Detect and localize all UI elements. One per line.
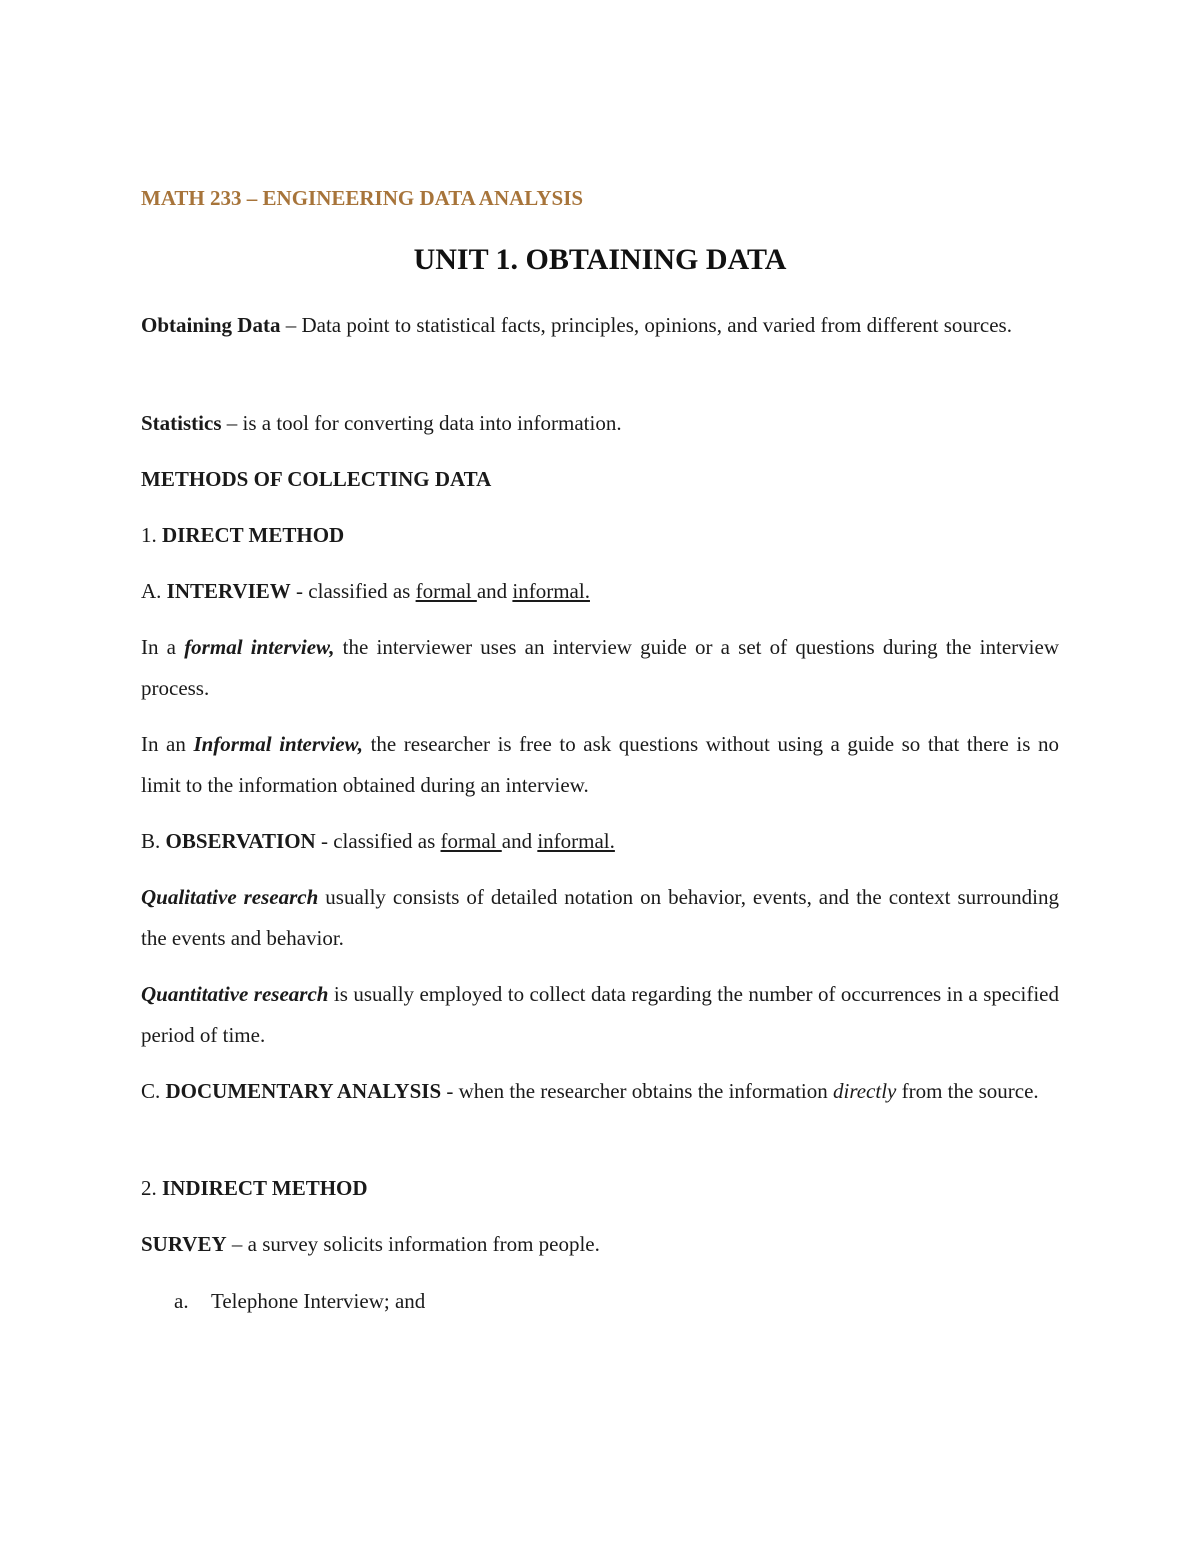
observation-formal: formal xyxy=(440,829,502,853)
interview-letter: A. xyxy=(141,579,167,603)
informal-interview-post: the researcher is free to ask questions without using a guide so that there is no limit to the information obtained during an interview. xyxy=(141,732,1059,797)
survey-list-item: Telephone Interview; and xyxy=(211,1289,426,1313)
qualitative-post: usually consists of detailed notation on behavior, events, and the context surrounding the events and behavior. xyxy=(141,885,1059,950)
interview-and: and xyxy=(476,579,513,603)
statistics-definition: – is a tool for converting data into information. xyxy=(221,411,622,435)
survey-paragraph xyxy=(141,1224,600,1265)
interview-label: INTERVIEW xyxy=(166,579,291,603)
direct-method-heading xyxy=(141,515,344,556)
informal-interview-term: Informal interview, xyxy=(193,732,363,756)
observation-letter: B. xyxy=(141,829,166,853)
formal-interview-pre: In a xyxy=(141,635,185,659)
direct-method-number: 1. xyxy=(141,523,162,547)
observation-heading xyxy=(141,821,615,862)
formal-interview-post: the interviewer uses an interview guide or a set of questions during the interview process. xyxy=(141,635,1059,700)
direct-method-label: DIRECT METHOD xyxy=(162,523,345,547)
obtaining-data-paragraph xyxy=(141,305,1059,346)
documentary-post: from the source. xyxy=(896,1079,1039,1103)
qualitative-paragraph xyxy=(141,877,1059,959)
unit-title: UNIT 1. OBTAINING DATA xyxy=(413,243,787,276)
observation-informal: informal. xyxy=(537,829,615,853)
documentary-label: DOCUMENTARY ANALYSIS xyxy=(165,1079,442,1103)
interview-informal: informal. xyxy=(512,579,590,603)
statistics-paragraph xyxy=(141,403,622,444)
qualitative-term: Qualitative research xyxy=(141,885,319,909)
obtaining-data-definition: – Data point to statistical facts, principles, opinions, and varied from different sources. xyxy=(280,313,1012,337)
survey-definition: – a survey solicits information from people. xyxy=(226,1232,600,1256)
formal-interview-paragraph xyxy=(141,627,1059,709)
informal-interview-pre: In an xyxy=(141,732,194,756)
interview-text: - classified as xyxy=(290,579,416,603)
indirect-method-heading xyxy=(141,1168,368,1209)
course-title: MATH 233 – ENGINEERING DATA ANALYSIS xyxy=(141,186,584,210)
quantitative-post: is usually employed to collect data regarding the number of occurrences in a specified period of time. xyxy=(141,982,1059,1047)
indirect-method-number: 2. xyxy=(141,1176,162,1200)
interview-heading xyxy=(141,571,590,612)
survey-list-marker: a. xyxy=(174,1289,189,1313)
observation-label: OBSERVATION xyxy=(165,829,316,853)
obtaining-data-term: Obtaining Data xyxy=(141,313,281,337)
formal-interview-term: formal interview, xyxy=(184,635,335,659)
methods-heading: METHODS OF COLLECTING DATA xyxy=(141,467,492,491)
survey-term: SURVEY xyxy=(141,1232,227,1256)
documentary-paragraph xyxy=(141,1071,1059,1112)
indirect-method-label: INDIRECT METHOD xyxy=(162,1176,368,1200)
statistics-term: Statistics xyxy=(141,411,222,435)
documentary-emph: directly xyxy=(833,1079,897,1103)
observation-and: and xyxy=(501,829,538,853)
quantitative-paragraph xyxy=(141,974,1059,1056)
observation-text: - classified as xyxy=(315,829,441,853)
quantitative-term: Quantitative research xyxy=(141,982,329,1006)
informal-interview-paragraph xyxy=(141,724,1059,806)
interview-formal: formal xyxy=(415,579,477,603)
documentary-pre: - when the researcher obtains the information xyxy=(441,1079,833,1103)
documentary-letter: C. xyxy=(141,1079,166,1103)
